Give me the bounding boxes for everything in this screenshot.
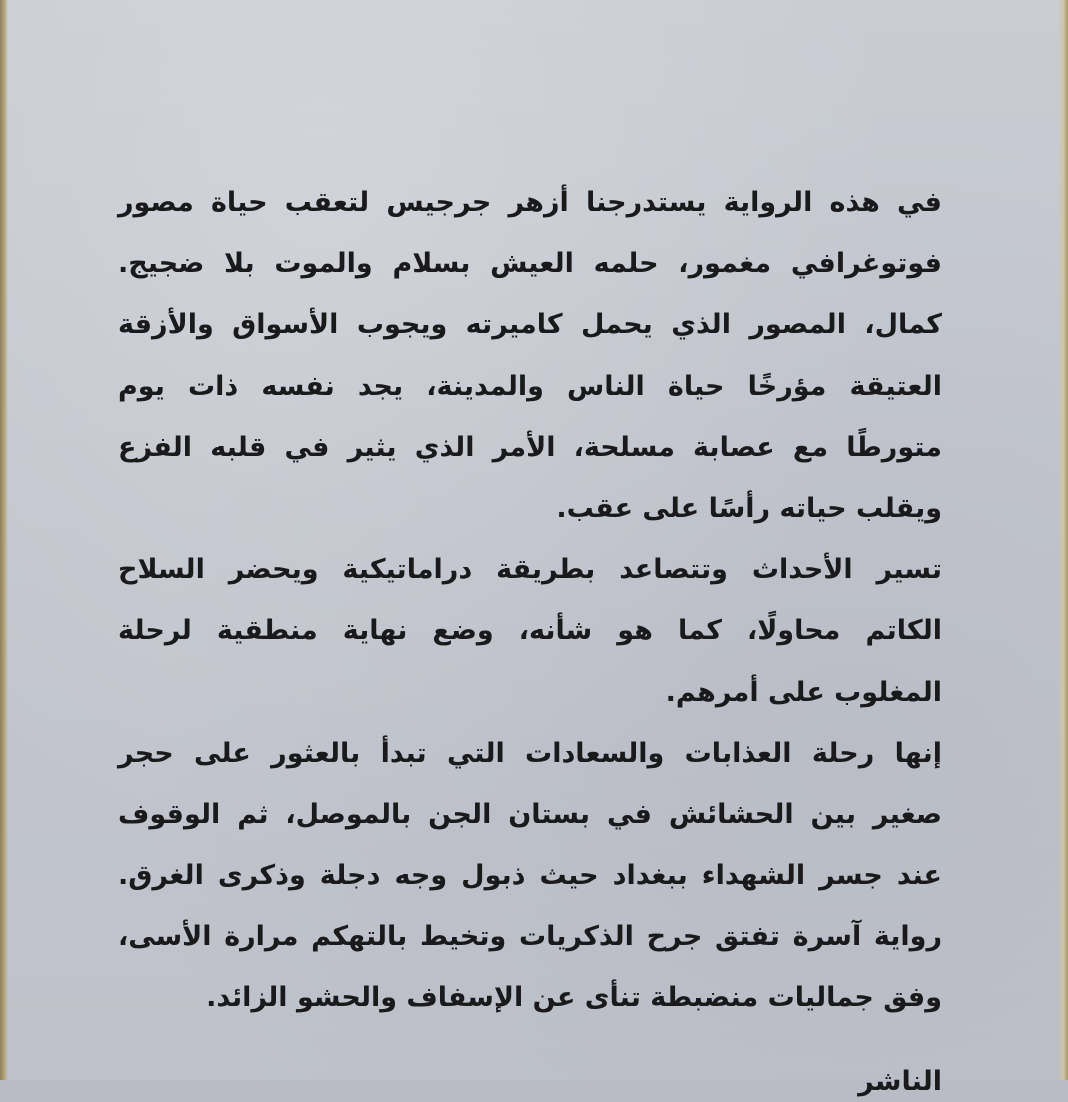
- page-right-edge: [1058, 0, 1068, 1080]
- blurb-line: فوتوغرافي مغمور، حلمه العيش بسلام والموت بلا ضجيج.: [118, 248, 942, 280]
- blurb-line: صغير بين الحشائش في بستان الجن بالموصل، ثم الوقوف: [118, 798, 942, 830]
- blurb-line: تسير الأحداث وتتصاعد بطريقة دراماتيكية ويحضر السلاح: [118, 554, 942, 586]
- blurb-text: [118, 172, 942, 1029]
- blurb-line: متورطًا مع عصابة مسلحة، الأمر الذي يثير في قلبه الفزع: [118, 431, 942, 463]
- blurb-line: وفق جماليات منضبطة تنأى عن الإسفاف والحشو الزائد.: [206, 982, 942, 1014]
- blurb-line: رواية آسرة تفتق جرح الذكريات وتخيط بالتهكم مرارة الأسى،: [118, 921, 942, 953]
- blurb-line: العتيقة مؤرخًا حياة الناس والمدينة، يجد نفسه ذات يوم: [118, 370, 942, 402]
- page-left-edge: [0, 0, 8, 1080]
- blurb-line: كمال، المصور الذي يحمل كاميرته ويجوب الأسواق والأزقة: [118, 309, 942, 341]
- blurb-line: المغلوب على أمرهم.: [665, 676, 942, 708]
- publisher-signature: الناشر: [858, 1066, 942, 1097]
- blurb-line: عند جسر الشهداء ببغداد حيث ذبول وجه دجلة وذكرى الغرق.: [118, 860, 942, 892]
- blurb-line: الكاتم محاولًا، كما هو شأنه، وضع نهاية منطقية لرحلة: [118, 615, 942, 647]
- blurb-line: في هذه الرواية يستدرجنا أزهر جرجيس لتعقب حياة مصور: [118, 187, 942, 218]
- blurb-line: إنها رحلة العذابات والسعادات التي تبدأ بالعثور على حجر: [118, 737, 942, 769]
- blurb-line: ويقلب حياته رأسًا على عقب.: [556, 492, 942, 524]
